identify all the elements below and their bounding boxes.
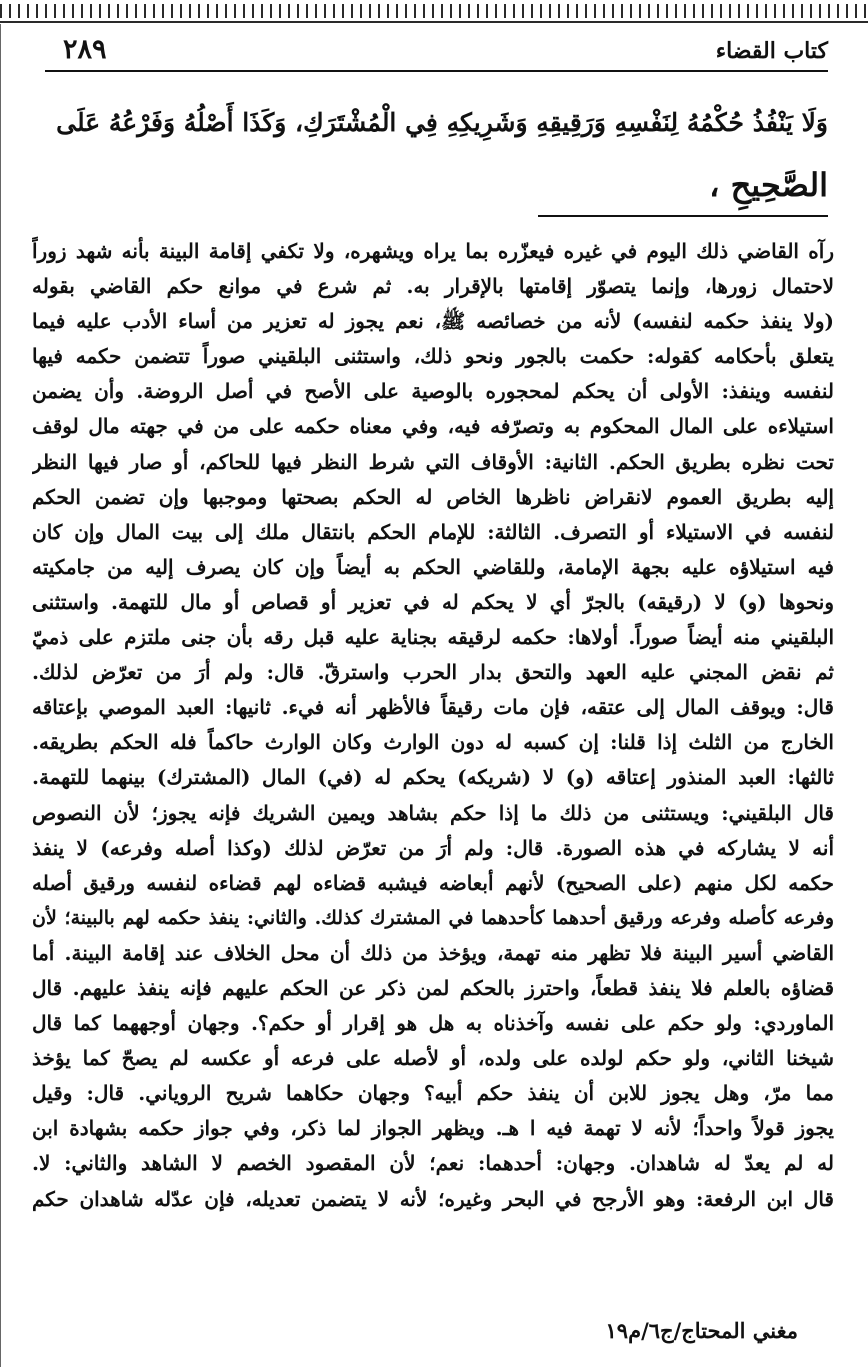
- commentary-line: يتعلق بأحكامه كقوله: حكمت بالجور ونحو ذلك، واستثنى البلقيني صوراً تتضمن حكمه فيها: [32, 344, 834, 369]
- commentary-line: ونحوها (و) لا (رقيقه) بالجرّ أي لا يحكم له في تعزير أو قصاص أو مال للتهمة. واستثنى: [32, 589, 834, 614]
- commentary-line: لاحتمال زورها، وإنما يتصوّر إقامتها بالإقرار به. ثم شرع في موانع حكم القاضي بقوله: [32, 274, 834, 299]
- commentary-line: وفرعه كأصله وفرعه ورقيق أحدهما كأحدهما في المشترك كذلك. والثاني: ينفذ حكمه لهم بالبينة؛ لأن: [32, 906, 834, 929]
- commentary-line: رآه القاضي ذلك اليوم في غيره فيعزّره بما يراه ويشهره، ولا تكفي إقامة البينة بأنه شهد زوراً: [32, 239, 834, 263]
- page-header: [45, 32, 828, 72]
- commentary-line: قال ابن الرفعة: وهو الأرجح في البحر وغيره؛ لأنه لا يتضمن تعديله، فإن عدّله شاهدان حكم: [32, 1186, 834, 1211]
- commentary-line: استيلاءه على المال المحكوم به وتصرّفه فيه، وفي معناه حكمه على من في جهته مال لوقف: [32, 414, 834, 439]
- page-border-ornament: [0, 0, 868, 24]
- commentary-text: [32, 234, 834, 1217]
- book-title: كتاب القضاء: [715, 38, 828, 64]
- commentary-line: قضاؤه بالعلم فلا ينفذ قطعاً، واحترز بالحكم لمن ذكر عن الحكم عليهم فإنه ينفذ عليهم. قال: [32, 975, 834, 1000]
- commentary-line: تحت نظره بطريق الحكم. الثانية: الأوقاف التي شرط النظر فيها للحاكم، أو صار فيها النظر: [32, 449, 834, 474]
- commentary-line: القاضي أسير البينة فلا تظهر منه تهمة، ويؤخذ من ذلك أن محل الخلاف عند إقامة البينة. أما: [32, 940, 834, 965]
- commentary-line: إليه بطريق العموم لانقراض ناظرها الخاص له الحكم بصحتها وموجبها وإن تضمن الحكم: [32, 484, 834, 509]
- matn-line: الصَّحِيحِ ،: [709, 166, 828, 204]
- commentary-line: ثالثها: العبد المنذور إعتاقه (و) لا (شريكه) يحكم له (في) المال (المشترك) بينهما للتهمة.: [32, 765, 834, 790]
- commentary-line: الخارج من الثلث إذا قلنا: إن كسبه له دون الوارث وكان الوارث حاكماً فله الحكم بطريقه.: [32, 730, 834, 755]
- commentary-line: الماوردي: ولو حكم على نفسه وآخذناه به هل هو إقرار أو حكم؟. وجهان أوجههما كما قال: [32, 1011, 834, 1036]
- matn-text: [50, 92, 828, 216]
- commentary-line: شيخنا الثاني، ولو حكم لولده على ولده، أو لأصله على فرعه أو عكسه لم يصحّ كما يؤخذ: [32, 1046, 834, 1071]
- commentary-line: يجوز قولاً واحداً؛ لأنه لا تهمة فيه ا هـ. ويظهر الجواز لما ذكر، وفي جواز حكمه بشهادة ابن: [32, 1116, 834, 1141]
- commentary-line: لنفسه في الاستيلاء أو التصرف. الثالثة: للإمام الحكم بانتقال ملك إلى بيت المال وإن كان: [32, 519, 834, 544]
- page-number: ٢٨٩: [63, 34, 107, 65]
- commentary-line: فيه استيلاؤه عليه بجهة الإمامة، وللقاضي الحكم به أيضاً وإن كان يصرف إليه من جامكيته: [32, 554, 834, 579]
- commentary-line: ثم نقض المجني عليه العهد والتحق بدار الحرب واسترقّ. قال: ولم أرَ من تعرّض لذلك.: [32, 660, 834, 685]
- commentary-line: لنفسه وينفذ: الأولى أن يحكم لمحجوره بالوصية على الأصح في أصل الروضة. وأن يضمن: [32, 379, 834, 404]
- commentary-line: أنه لا يشاركه في هذه الصورة. قال: ولم أرَ من تعرّض لذلك (وكذا أصله وفرعه) لا ينفذ: [32, 835, 834, 860]
- commentary-line: (ولا ينفذ حكمه لنفسه) لأنه من خصائصه ﷺ، نعم يجوز له تعزير من أساء الأدب عليه فيما: [32, 309, 834, 334]
- signature-mark: مغني المحتاج/ج٦/م١٩: [605, 1318, 798, 1343]
- page-left-edge: [0, 24, 4, 1367]
- commentary-line: له لم يعدّ له شاهدان. وجهان: أحدهما: نعم؛ لأن المقصود الخصم لا الشاهد والثاني: لا.: [32, 1151, 834, 1176]
- commentary-line: قال: ويوقف المال إلى عتقه، فإن مات رقيقاً فالأظهر أنه فيء. ثانيها: العبد الموصي بإعتاقه: [32, 695, 834, 720]
- commentary-line: قال البلقيني: ويستثنى من ذلك ما إذا حكم بشاهد ويمين الشريك فإنه يجوز؛ لأن النصوص: [32, 800, 834, 825]
- separator-rule: [538, 215, 828, 217]
- matn-line: وَلَا يَنْفُذُ حُكْمُهُ لِنَفْسِهِ وَرَقِيقِهِ وَشَرِيكِهِ فِي الْمُشْتَرَكِ، وَكَذَا أَصْلُهُ وَفَرْعُهُ عَلَى: [56, 108, 828, 137]
- commentary-line: حكمه لكل منهم (على الصحيح) لأنهم أبعاضه فيشبه قضاءه لهم قضاءه لنفسه ورقيق أصله: [32, 870, 834, 895]
- commentary-line: مما مرّ، وهل يجوز للابن أن ينفذ حكم أبيه؟ وجهان حكاهما شريح الروياني. قال: وقيل: [32, 1081, 834, 1106]
- commentary-line: البلقيني منه أيضاً صوراً. أولاها: حكمه لرقيقه بجناية عليه قبل رقه بأن جنى ملتزم على ذميّ: [32, 625, 834, 650]
